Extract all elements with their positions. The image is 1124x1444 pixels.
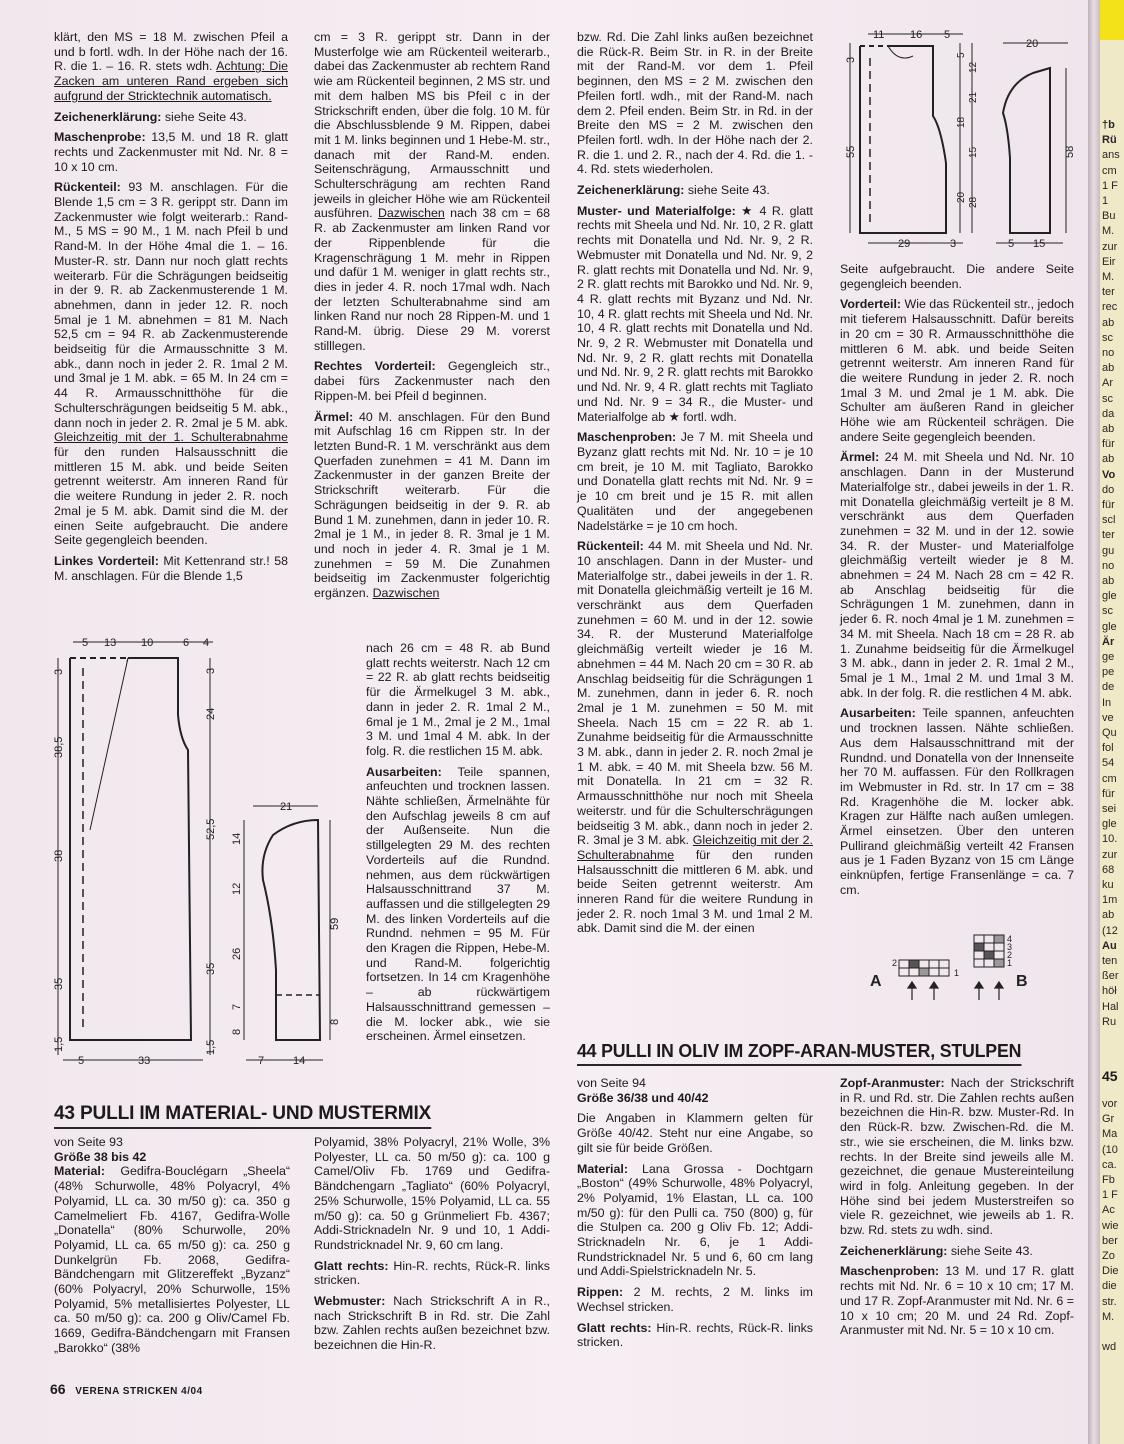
col1-rueckenteil: Rückenteil: 93 M. anschlagen. Für die Blende 1,5 cm = 3 R. gerippt str. Dann im Zackenmuster wie folgt weiterarb.: Rand-M., 5 MS = 90 M., 1 M. nach Pfeil b und Rand-M. In der Höhe 4mal die 1. – 16. Muster-R. str. Dann nur noch glatt rechts weiterarb. Für die Schrägungen beidseitig in der 9. R. ab Zackenmusterende 1 M. abnehmen, dann in jeder 12. R. noch 5mal je 1 M. abnehmen = 81 M. Nach 52,5 cm = 94 R. ab Zackenmusterende beidseitig für die Armausschnitte 3 M. abk., dann noch in jeder 2. R. 1mal 2 M. und 3mal je 1 M. abk. = 65 M. In 24 cm = 44 R. Armausschnitthöhe für die Schulterschrägungen beidseitig 5 M. abk., dann noch in jeder 2. R. 2mal je 5 M. abk. Gleichzeitig mit der 1. Schulterabnahme für den runden Halsausschnitt die mittleren 15 M. abk. und beide Seiten getrennt weiterstr. Am inneren Rand für die weitere Rundung in jeder 2. R. noch 2mal je 5 M. abk. Damit sind die M. der einen Seite aufgebraucht. Die andere Seite gegengleich beenden. [54, 180, 288, 548]
neighbor-fragment: für [1102, 499, 1115, 511]
col2-narrow-text: nach 26 cm = 48 R. ab Bund glatt rechts weiterstr. Nach 12 cm = 22 R. ab glatt rechts beidseitig für die Ärmelkugel 3 M. abk., dann in jeder 2. R. 1mal 2 M., 6mal je 1 M., 2mal je 2 M., 1mal 3 M. und 1mal 4 M. abk. In der folg. R. die restlichen 15 M. abk. [366, 641, 550, 758]
chart-b-row-2: 2 [1007, 950, 1013, 960]
chart-b-row-1: 1 [1007, 958, 1013, 968]
dim-r-right: 58 [1064, 145, 1076, 158]
dim-r-bottom-3: 5 [1008, 238, 1015, 250]
neighbor-fragment: vor [1102, 1098, 1118, 1110]
col3-maschenproben: Maschenproben: Je 7 M. mit Sheela und Byzanz glatt rechts mit Nd. Nr. 10 = je 10 cm breit, je 10 M. mit Tagliato, Barokko und Donatella glatt rechts mit Nd. Nr. 9 = je 10 cm breit und je 15 R. mit allen Qualitäten und der angegebenen Nadelstärke = je 10 cm hoch. [577, 430, 813, 533]
column-2-narrow [366, 641, 550, 1044]
neighbor-fragment: ab [1102, 423, 1115, 435]
dim-r-left-2: 55 [845, 145, 857, 158]
section-43-material-cont: Polyamid, 38% Polyacryl, 21% Wolle, 3% Polyester, LL ca. 50 m/50 g): ca. 100 g Camel/Oliv Fb. 1769 und Gedifra-Bändchengarn „Tagliato“ (60% Polyacryl, 25% Schurwolle, 15% Polyamid, LL ca. 55 m/50 g): ca. 50 g Grünmeliert Fb. 4367; Addi-Stricknadeln Nr. 9 und 10, 1 Addi-Rundstricknadel Nr. 9, 60 cm lang. [314, 1135, 550, 1252]
neighbor-fragment: gle [1102, 620, 1117, 633]
dim-r-top-4: 20 [1026, 38, 1039, 50]
section-44-intro: Die Angaben in Klammern gelten für Größe 40/42. Steht nur eine Angabe, so gilt sie für beide Größen. [577, 1111, 813, 1155]
neighbor-fragment: ge [1102, 651, 1115, 663]
page-footer [50, 1381, 203, 1397]
neighbor-fragment: zur [1102, 240, 1118, 253]
neighbor-fragment: gu [1102, 544, 1115, 557]
col4-text1: Seite aufgebraucht. Die andere Seite gegengleich beenden. [840, 262, 1074, 291]
neighbor-fragment: ku [1102, 879, 1114, 891]
chart-label-a: A [870, 973, 882, 990]
neighbor-fragment: wd [1102, 1341, 1117, 1354]
sleeve-dim-right-1: 59 [329, 917, 341, 930]
col3-muster: Muster- und Materialfolge: ★ 4 R. glatt rechts mit Sheela und Nd. Nr. 10, 2 R. glatt rechts mit Donatella und Nd. Nr. 9, 2 R. Webmuster mit Donatella und Nd. Nr. 9, 2 R. glatt rechts mit Donatella und Nd. Nr. 9, 2 R. glatt rechts mit Barokko und Nd. Nr. 9, 4 R. glatt rechts mit Byzanz und Nd. Nr. 10, 4 R. glatt rechts mit Sheela und Nd. Nr. 10, 4 R. glatt rechts mit Donatella und Nd. Nr. 9, 2 R. Webmuster mit Donatella und Nd. Nr. 9, 2 R. glatt rechts mit Donatella und Nd. Nr. 9, 2 R. glatt rechts mit Barokko und Nd. Nr. 9, 4 R. glatt rechts mit Tagliato und Nd. Nr. 9 = 34 R., die Muster- und Materialfolge ab ★ fortl. wdh. [577, 203, 813, 424]
dim-r-left-1: 3 [845, 56, 857, 63]
dim-r-mid-4: 12 [968, 61, 979, 73]
dim-right-1: 3 [205, 667, 217, 674]
neighbor-fragment: fol [1102, 742, 1114, 755]
neighbor-fragment: sc [1102, 331, 1113, 344]
dim-r-bottom-1: 29 [898, 238, 911, 250]
neighbor-fragment: da [1102, 407, 1115, 420]
dim-right-3: 52,5 [205, 818, 217, 840]
chart-label-b: B [1016, 973, 1028, 990]
dim-r-mid-3: 20 [956, 191, 967, 203]
section-43-webmuster: Webmuster: Nach Strickschrift A in R., nach Strickschrift B in Rd. str. Die Zahl bzw. Zahlen rechts außen bezeichnet bzw. bezeichnen die Hin-R. [314, 1294, 550, 1353]
neighbor-page-number: 45 [1102, 1068, 1118, 1084]
col2-rechtes-vorderteil: Rechtes Vorderteil: Gegengleich str., dabei fürs Zackenmuster nach den Rippen-M. bei Pfeil d beginnen. [314, 359, 550, 403]
col4-vorderteil: Vorderteil: Wie das Rückenteil str., jedoch mit tieferem Halsausschnitt. Dafür bereits in 20 cm = 30 R. Armausschnitthöhe die mittleren 6 M. abk. und beide Seiten getrennt weiterstr. Am inneren Rand für die weitere Rundung in jeder 2. R. noch 1mal 3 M. und 2mal je 1 M. abk. Die Schulter am äußeren Rand in gleicher Höhe wie am Rückenteil schrägen. Die andere Seite gegengleich beenden. [840, 297, 1074, 444]
neighbor-fragment: †b [1102, 119, 1115, 131]
col1-intro: klärt, den MS = 18 M. zwischen Pfeil a und b fortl. wdh. In der Höhe nach der 16. R. die 1. – 16. R. stets wdh. Achtung: Die Zacken am unteren Rand ergeben sich aufgrund der Stricktechnik automatisch. [54, 30, 288, 103]
dim-r-mid-7: 28 [968, 196, 979, 208]
dim-left-1: 3 [53, 668, 65, 675]
neighbor-fragment: 68 [1102, 863, 1115, 876]
sleeve-dim-right-2: 8 [329, 1018, 341, 1025]
col1-linkes-vorderteil: Linkes Vorderteil: Mit Kettenrand str.! 58 M. anschlagen. Für die Blende 1,5 [54, 553, 289, 583]
dim-r-mid-2: 18 [956, 116, 967, 128]
column-1 [54, 30, 288, 583]
neighbor-fragment: 1 F [1102, 1189, 1118, 1202]
neighbor-fragment: M. [1102, 1310, 1115, 1323]
neighbor-fragment: (10 [1102, 1143, 1118, 1156]
neighbor-fragment: Ac [1102, 1204, 1115, 1217]
col3-zeichen: Zeichenerklärung: siehe Seite 43. [577, 183, 770, 198]
section-44-zopf: Zopf-Aranmuster: Nach der Strickschrift in R. und Rd. str. Die Zahlen rechts außen bezeichnen die Hin-R. bzw. Muster-Rd. In den Rück-R. bzw. Zwischen-Rd. die M. str., wie sie erscheinen, die M. links bzw. rechts. In der Breite sind jeweils alle M. gezeichnet, die genaue Mustereinteilung wird in folg. Anleitung gegeben. In der Höhe sind bei jedem Musterstreifen so viele R. gezeichnet, wie jeweils ab 1. R. bzw. Rd. stets zu wdh. sind. [840, 1076, 1074, 1238]
column-4 [840, 262, 1074, 898]
dim-r-top-2: 16 [910, 29, 923, 41]
column-2-top [314, 30, 550, 601]
neighbor-fragment: ter [1102, 529, 1115, 542]
neighbor-fragment: die [1102, 1280, 1117, 1293]
section-44-von: von Seite 94 [577, 1076, 646, 1090]
neighbor-fragment: ab [1102, 453, 1115, 466]
section-43-groesse: Größe 38 bis 42 [54, 1149, 147, 1164]
knitting-chart-key [862, 930, 1062, 1010]
neighbor-fragment: 1 F [1102, 179, 1118, 192]
neighbor-fragment: sei [1102, 803, 1117, 815]
page-gutter [1088, 0, 1100, 1444]
neighbor-fragment: (12 [1102, 924, 1118, 937]
neighbor-fragment: rec [1102, 301, 1118, 314]
dim-r-bottom-2: 3 [950, 238, 957, 250]
section-44-title: 44 PULLI IN OLIV IM ZOPF-ARAN-MUSTER, STULPEN [577, 1040, 1021, 1066]
column-3 [577, 30, 813, 936]
neighbor-page-fragment [1100, 0, 1124, 1444]
col1-maschenprobe: Maschenprobe: 13,5 M. und 18 R. glatt rechts und Zackenmuster mit Nd. Nr. 8 = 10 x 10 cm. [54, 130, 288, 174]
schematic-diagram-right [838, 28, 1083, 253]
col4-aermel: Ärmel: 24 M. mit Sheela und Nd. Nr. 10 anschlagen. Dann in der Musterund Materialfolge str., dabei jeweils in der 1. R. mit Donatella gleichmäßig verteilt je 8 M. verschränkt aus dem Querfaden zunehmen = 32 M. und in der 12. sowie 34. R. der Muster- und Materialfolge gleichmäßig verteilt wieder je 8 M. abnehmen = 24 M. Nach 28 cm = 42 R. ab Anschlag beidseitig für die Schrägungen 1 M. zunehmen, dann in jeder 6. R. noch 4mal je 1 M. zunehmen = 34 M. mit Sheela. Nach 18 cm = 28 R. ab 1. Zunahme beidseitig für die Ärmelkugel 3 M. abk., dann in jeder 2. R. 1mal 2 M., 5mal je 1 M., 1mal 2 M. und 1mal 3 M. abk. In der folg. R. die restlichen 4 M. abk. [840, 450, 1074, 700]
neighbor-fragment: Ru [1102, 1015, 1117, 1028]
col2-ausarbeiten: Ausarbeiten: Teile spannen, anfeuchten und trocknen lassen. Nähte schließen, Ärmelnähte für den Aufschlag jeweils 8 cm auf der Außenseite. Nun die stillgelegten 29 M. des rechten Vorderteils auf die Rundnd. nehmen, aus dem rückwärtigen Halsausschnittrand 37 M. auffassen und die stillgelegten 29 M. des linken Vorderteils auf die Rundnd. nehmen = 95 M. Für den Kragen die Rippen, Hebe-M. und Rand-M. folgerichtig fortsetzen. In 14 cm Kragenhöhe – ab rückwärtigem Halsausschnittrand gemessen – die M. locker abk., wie sie erscheinen. Ärmel einsetzen. [366, 764, 550, 1044]
col2-text1: cm = 3 R. gerippt str. Dann in der Musterfolge wie am Rückenteil weiterarb., dabei das Zackenmuster ab rechtem Rand wie am Rückenteil beginnen, 2 MS str. und mit dem halben MS bis Pfeil c in der Strickschrift enden, über die folg. 10 M. für die Abschlussblende 9 M. Rippen, dabei mit 1 M. links beginnen und 1 Hebe-M. str., danach mit der Rand-M. enden. Seitenschrägung, Armausschnitt und Schulterschrägung am rechten Rand jeweils in gleicher Höhe wie am Rückenteil ausführen. Dazwischen nach 38 cm = 68 R. ab Zackenmuster am linken Rand vor der Rippenblende für die Kragenschrägung 1 M. mehr in Rippen und dafür 1 M. weniger in glatt rechts str., dies in jeder 4. R. noch 17mal wdh. Nach der letzten Schulterabnahme sind am linken Rand nur noch 28 Rippen-M. und 1 Rand-M. übrig. Diese 29 M. vorerst stilllegen. [314, 30, 550, 353]
neighbor-fragment: no [1102, 559, 1115, 572]
neighbor-fragment: ans [1102, 149, 1120, 162]
neighbor-fragment: zur [1102, 848, 1118, 861]
section-43-col2 [314, 1135, 550, 1353]
dim-bottom-1: 5 [78, 1055, 85, 1067]
neighbor-fragment: Gr [1102, 1113, 1115, 1126]
section-44-zeichen: Zeichenerklärung: siehe Seite 43. [840, 1243, 1033, 1258]
neighbor-fragment: 54 [1102, 757, 1115, 770]
neighbor-fragment: ab [1102, 316, 1115, 329]
neighbor-fragment: 10. [1102, 833, 1118, 846]
page-number: 66 [50, 1381, 66, 1397]
sleeve-dim-left-2: 12 [231, 882, 243, 895]
col1-achtung: Achtung: Die Zacken am unteren Rand ergeben sich aufgrund der Stricktechnik automatisch. [54, 59, 288, 103]
dim-top-3: 10 [141, 637, 154, 649]
section-43-von: von Seite 93 [54, 1135, 123, 1149]
dim-r-mid-6: 15 [968, 146, 979, 158]
dim-top-2: 13 [104, 637, 117, 649]
section-44-maschenproben: Maschenproben: 13 M. und 17 R. glatt rechts mit Nd. Nr. 6 = 10 x 10 cm; 17 M. und 17 R. Zopf-Aranmuster mit Nd. Nr. 6 = 10 x 10 cm; 20 M. und 24 Rd. Zopf-Aranmuster mit Nd. Nr. 5 = 10 x 10 cm. [840, 1264, 1074, 1338]
col3-rueckenteil: Rückenteil: 44 M. mit Sheela und Nd. Nr. 10 anschlagen. Dann in der Muster- und Materialfolge str., dabei jeweils in der 1. R. mit Donatella gleichmäßig verteilt je 16 M. verschränkt aus dem Querfaden zunehmen = 60 M. und in der 12. sowie 34. R. der Musterund Materialfolge gleichmäßig verteilt wieder je 16 M. abnehmen = 44 M. Nach 20 cm = 30 R. ab Anschlag beidseitig für die Schrägungen 1 M. zunehmen, dann in jeder 6. R. noch 2mal je 1 M. zunehmen = 50 M. mit Sheela. Nach 15 cm = 22 R. ab 1. Zunahme beidseitig für die Armausschnitte 3 M. abk., dann in jeder 2. R. noch 2mal je 1 M. abk. = 40 M. mit Sheela bzw. 56 M. mit Donatella. In 21 cm = 32 R. Armausschnitthöhe nur noch mit Sheela weiterstr. und für die Schulterschrägungen beidseitig 3 M. abk., dann noch in jeder 2. R. 3mal je 3 M. abk. Gleichzeitig mit der 2. Schulterabnahme für den runden Halsausschnitt die mittleren 6 M. abk. und beide Seiten getrennt weiterstr. Am inneren Rand für die weitere Rundung in jeder 2. R. noch 1mal 3 M. und 1mal 2 M. abk. Damit sind die M. der einen [577, 539, 813, 936]
neighbor-fragment: sc [1102, 605, 1113, 618]
section-44-col2 [840, 1076, 1074, 1338]
chart-b-row-4: 4 [1007, 934, 1013, 944]
neighbor-fragment: Eir [1102, 255, 1116, 268]
sleeve-dim-top: 21 [280, 801, 293, 813]
dim-left-5: 1,5 [53, 1036, 65, 1052]
neighbor-fragment: cm [1102, 772, 1117, 785]
neighbor-fragment: M. [1102, 225, 1115, 238]
neighbor-fragment: str. [1102, 1295, 1117, 1308]
col1-zeichen: Zeichenerklärung: siehe Seite 43. [54, 109, 247, 124]
neighbor-fragment: Ar [1102, 377, 1113, 390]
neighbor-fragment: ter [1102, 286, 1115, 299]
neighbor-fragment: In [1102, 696, 1112, 709]
neighbor-fragment: ab [1102, 362, 1115, 375]
neighbor-fragment: pe [1102, 666, 1115, 679]
section-43-glatt: Glatt rechts: Hin-R. rechts, Rück-R. links stricken. [314, 1258, 550, 1288]
neighbor-fragment: 1m [1102, 894, 1118, 907]
sleeve-dim-bottom-2: 14 [293, 1055, 306, 1067]
neighbor-fragment: ab [1102, 909, 1115, 922]
neighbor-fragment: höł [1102, 985, 1117, 998]
sleeve-dim-left-3: 26 [231, 947, 243, 960]
sleeve-dim-left-4: 7 [231, 1003, 243, 1010]
section-43-col1 [54, 1135, 290, 1356]
dim-r-top-1: 11 [873, 29, 885, 41]
yellow-strip [1100, 0, 1124, 40]
sleeve-dim-left-5: 8 [231, 1028, 243, 1035]
neighbor-fragment: gle [1102, 818, 1117, 831]
section-44-glatt: Glatt rechts: Hin-R. rechts, Rück-R. links stricken. [577, 1320, 813, 1350]
neighbor-fragment: gle [1102, 590, 1117, 603]
neighbor-fragment: Au [1102, 939, 1117, 952]
dim-r-top-3: 5 [944, 29, 951, 41]
neighbor-fragment: Är [1102, 635, 1115, 648]
dim-left-2: 38,5 [53, 736, 65, 758]
neighbor-fragment: cm [1102, 164, 1117, 177]
magazine-name: VERENA STRICKEN 4/04 [75, 1386, 203, 1397]
col3-text1: bzw. Rd. Die Zahl links außen bezeichnet die Rück-R. Beim Str. in R. in der Breite mit der Rand-M. vor dem 1. Pfeil beginnen, den MS = 2 M. zwischen den Pfeilen fortl. wdh., mit der Rand-M. nach dem 2. Pfeil enden. Beim Str. in Rd. in der Breite den MS = 2 M. zwischen den Pfeilen fortl. wdh. In der Höhe nach der 2. R. die 1. und 2. R., nach der 4. Rd. die 1. - 4. Rd. stets wiederholen. [577, 30, 813, 177]
dim-top-5: 4 [203, 637, 210, 649]
neighbor-fragment: Die [1102, 1265, 1119, 1278]
neighbor-fragment: de [1102, 681, 1115, 694]
col4-ausarbeiten: Ausarbeiten: Teile spannen, anfeuchten und trocknen lassen. Nähte schließen. Aus dem Halsausschnittrand mit der Rundnd. und Donatella von der Innenseite her 70 M. auffassen. Für den Rollkragen im Webmuster in Rd. str. In 17 cm = 38 Rd. Kragenhöhe die M. locker abk. Kragen zur Hälfte nach außen umlegen. Ärmel einsetzen. Über den unteren Pullirand gleichmäßig verteilt 42 Fransen aus je 1 Faden Byzanz von 15 cm Länge einknüpfen, fertige Fransenlänge = ca. 7 cm. [840, 706, 1074, 897]
neighbor-fragment: scl [1102, 514, 1116, 527]
neighbor-fragment: für [1102, 787, 1115, 800]
neighbor-fragment: M. [1102, 271, 1115, 283]
dim-left-3: 38 [53, 849, 65, 862]
dim-top-4: 6 [183, 637, 190, 649]
chart-a-row-2: 2 [892, 958, 898, 968]
neighbor-fragment: ab [1102, 575, 1115, 587]
section-44-rippen: Rippen: 2 M. rechts, 2 M. links im Wechsel stricken. [577, 1285, 813, 1314]
neighbor-fragment: Rü [1102, 134, 1117, 147]
sleeve-dim-left-1: 14 [231, 832, 243, 845]
dim-r-mid-5: 21 [968, 91, 979, 103]
dim-left-4: 35 [53, 977, 65, 990]
dim-bottom-2: 33 [138, 1055, 151, 1067]
chart-a-row-1: 1 [954, 968, 960, 978]
neighbor-fragment: ca. [1102, 1158, 1117, 1171]
neighbor-fragment: Qu [1102, 727, 1117, 739]
neighbor-fragment: Zo [1102, 1250, 1115, 1262]
neighbor-fragment: 1 [1102, 195, 1109, 207]
section-43-title: 43 PULLI IM MATERIAL- UND MUSTERMIX [54, 1102, 431, 1129]
neighbor-fragment: für [1102, 438, 1115, 451]
neighbor-fragment: wie [1102, 1219, 1119, 1232]
neighbor-fragment: ten [1102, 955, 1118, 967]
neighbor-fragment: Ma [1102, 1128, 1118, 1141]
section-44-groesse: Größe 36/38 und 40/42 [577, 1090, 709, 1105]
sleeve-dim-bottom-1: 7 [258, 1055, 265, 1067]
neighbor-fragment: Bu [1102, 210, 1116, 223]
neighbor-fragment: ber [1102, 1234, 1118, 1247]
dim-right-2: 24 [205, 707, 217, 720]
neighbor-fragment: ve [1102, 711, 1114, 724]
neighbor-fragment: ßer [1102, 970, 1119, 983]
dim-r-bottom-4: 15 [1033, 238, 1046, 250]
section-44-material: Material: Lana Grossa - Dochtgarn „Boston“ (49% Schurwolle, 48% Polyacryl, 2% Polyamid, 1% Elastan, LL ca. 100 m/50 g): für den Pulli ca. 750 (800) g, für die Stulpen ca. 200 g Oliv Fb. 12; Addi-Stricknadeln Nr. 6, je 1 Addi-Rundstricknadel Nr. 5 und 6, 60 cm lang und Addi-Spielstricknadeln Nr. 5. [577, 1161, 813, 1279]
schematic-diagram-left [48, 630, 358, 1070]
neighbor-fragment: Fb [1102, 1174, 1115, 1186]
neighbor-fragment: Vo [1102, 468, 1116, 481]
chart-b-row-3: 3 [1007, 942, 1013, 952]
section-43-material: Material: Gedifra-Bouclégarn „Sheela“ (48% Schurwolle, 48% Polyacryl, 4% Polyamid, LL ca. 30 m/50 g): ca. 350 g Camelmeliert Fb. 4167, Gedifra-Wolle „Donatella“ (80% Schurwolle, 20% Polyamid, LL ca. 65 m/50 g): ca. 250 g Dunkelgrün Fb. 2068, Gedifra-Bändchengarn mit Glitzereffekt „Byzanz“ (60% Polyacryl, 20% Schurwolle, 15% Polyamid, 5% metallisiertes Polyester, LL ca. 50 m/50 g): ca. 200 g Oliv/Camel Fb. 1669, Gedifra-Bändchengarn mit Fransen „Barokko“ (38% [54, 1164, 290, 1355]
section-44-col1 [577, 1076, 813, 1350]
neighbor-fragment: Hal [1102, 1000, 1119, 1013]
dim-right-5: 1,5 [205, 1039, 217, 1055]
dim-top-1: 5 [82, 637, 89, 649]
neighbor-fragment: do [1102, 483, 1115, 496]
col2-aermel: Ärmel: 40 M. anschlagen. Für den Bund mit Aufschlag 16 cm Rippen str. In der letzten Bund-R. 1 M. verschränkt aus dem Querfaden zunehmen = 41 M. Dann im Zackenmuster in der ganzen Breite der Strickschrift weiterarb. Für die Schrägungen beidseitig in der 9. R. ab Bund 1 M. zunehmen, dann in jeder 10. R. 2mal je 1 M., in jeder 8. R. 3mal je 1 M. und noch in jeder 4. R. 3mal je 1 M. zunehmen = 59 M. Die Zunahmen beidseitig im Zackenmuster folgerichtig ergänzen. Dazwischen [314, 409, 550, 601]
dim-right-4: 35 [205, 962, 217, 975]
neighbor-fragment: sc [1102, 392, 1113, 405]
dim-r-mid-1: 5 [956, 52, 967, 58]
neighbor-fragment: no [1102, 347, 1115, 359]
